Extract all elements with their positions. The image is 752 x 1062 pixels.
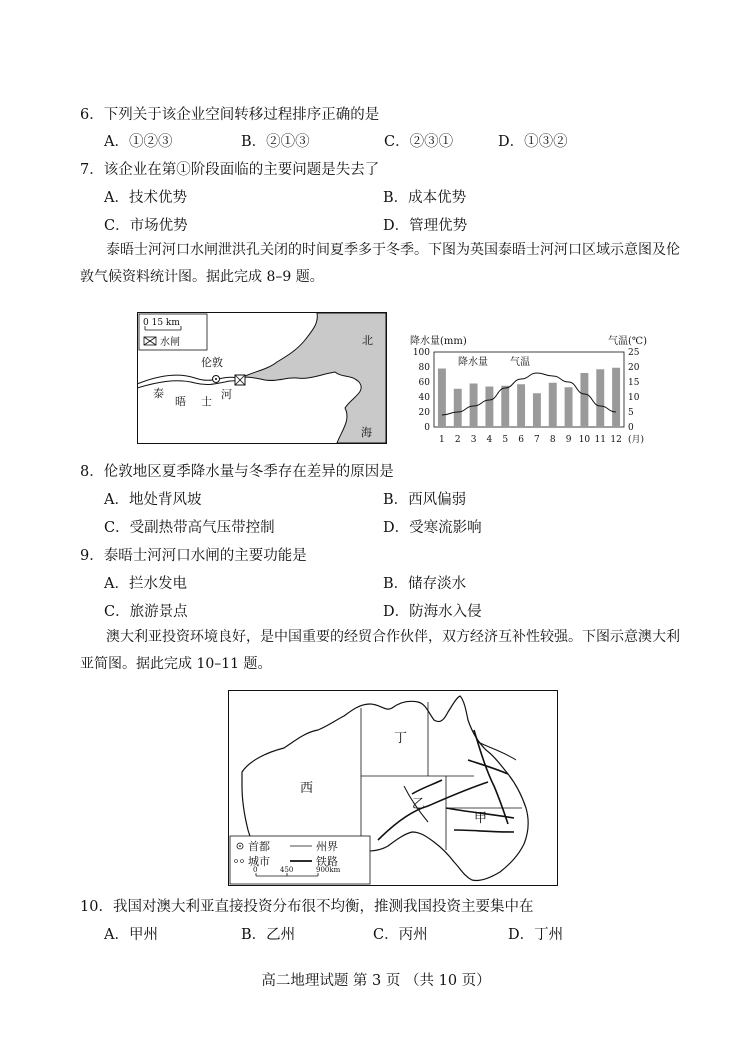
intro-10-11: 澳大利亚投资环境良好，是中国重要的经贸合作伙伴，双方经济互补性较强。下图示意澳大利亚简图。据此完成 10–11 题。 [80,629,680,672]
y-tick-left: 100 [412,348,430,358]
page-footer: 高二地理试题 第 3 页 （共 10 页） [261,973,491,989]
chart-ylabel-right: 气温(℃) [608,336,647,347]
precip-bar [549,383,557,427]
state-jia: 甲 [474,811,488,826]
x-tick: 12 [610,435,622,445]
q10-option-a: A．甲州 [104,927,158,943]
q7-option-c: C．市场优势 [104,218,188,234]
q9-option-c: C．旅游景点 [104,604,188,620]
q10-option-d: D．丁州 [508,927,564,943]
precip-bar [517,384,525,427]
y-tick-left: 60 [418,378,430,388]
x-tick: 6 [518,435,524,445]
chart-xlabel: (月) [628,435,645,445]
q9-option-d: D．防海水入侵 [383,604,482,620]
q7-option-a: A．技术优势 [104,190,187,206]
q6-option-c: C．②③① [384,134,454,150]
y-tick-left: 80 [418,363,430,373]
q8-option-b: B．西风偏弱 [383,492,467,508]
q6-option-d: D．①③② [498,134,568,150]
legend-capital: 首都 [248,840,270,853]
map1-legend-label: 水闸 [160,337,180,348]
precip-bar [454,389,462,427]
legend-state-border: 州界 [316,840,338,853]
q8-option-c: C．受副热带高气压带控制 [104,520,275,536]
y-tick-right: 25 [628,348,640,358]
x-tick: 7 [534,435,540,445]
q10-stem: 10．我国对澳大利亚直接投资分布很不均衡，推测我国投资主要集中在 [80,899,534,915]
precip-bar [485,387,493,428]
y-tick-right: 15 [628,378,640,388]
x-tick: 11 [594,435,606,445]
map1-river-char-3: 士 [201,395,212,408]
q9-option-a: A．拦水发电 [104,576,187,592]
intro-8-9: 泰晤士河河口水闸泄洪孔关闭的时间夏季多于冬季。下图为英国泰晤士河河口区域示意图及伦敦气候资料统计图。据此完成 8–9 题。 [80,242,680,285]
scale-450: 450 [280,866,294,874]
chart-legend-precip: 降水量 [458,357,488,368]
map1-city: 伦敦 [201,356,223,369]
chart-legend-temp: 气温 [510,357,530,368]
chart-ylabel-left: 降水量(mm) [410,336,467,347]
y-tick-left: 20 [418,408,430,418]
q7-stem: 7．该企业在第①阶段面临的主要问题是失去了 [80,162,380,178]
x-tick: 2 [454,435,461,445]
q10-option-b: B．乙州 [241,927,296,943]
q8-option-a: A．地处背风坡 [104,492,202,508]
y-tick-right: 5 [628,408,634,418]
x-tick: 1 [439,435,445,445]
scale-0: 0 [253,866,258,874]
map1-river-char-4: 河 [221,388,232,401]
scale-900: 900km [316,866,341,874]
city-legend-icon [235,860,238,863]
state-yi: 乙 [412,797,426,812]
map1-river-char-1: 泰 [153,387,164,400]
x-tick: 5 [502,435,509,445]
map1-river-char-2: 晤 [175,395,186,408]
q7-option-d: D．管理优势 [383,218,468,234]
y-tick-left: 0 [424,423,430,433]
precip-bar [501,386,509,427]
y-tick-left: 40 [418,393,430,403]
x-tick: 10 [578,435,591,445]
q10-option-c: C．丙州 [373,927,428,943]
q6-option-b: B．②①③ [241,134,310,150]
q6-stem: 6．下列关于该企业空间转移过程排序正确的是 [80,107,380,123]
y-tick-right: 10 [628,393,640,403]
london-climate-chart [402,332,652,450]
australia-map [228,690,558,886]
precip-bar [612,368,620,427]
x-tick: 3 [470,435,477,445]
precip-bar [565,387,573,427]
state-ding: 丁 [394,731,408,746]
y-tick-right: 0 [628,423,634,433]
y-tick-right: 20 [628,363,640,373]
precip-bar [580,373,588,427]
q8-stem: 8．伦敦地区夏季降水量与冬季存在差异的原因是 [80,464,394,480]
legend-railway: 铁路 [316,855,338,868]
map1-north: 北 [362,334,373,347]
q6-option-a: A．①②③ [104,134,173,150]
x-tick: 9 [565,435,572,445]
map1-scale: 0 15 km [143,318,180,328]
thames-estuary-map [137,312,387,444]
precip-bar [533,393,541,427]
map1-sea: 海 [361,426,372,439]
q9-stem: 9．泰晤士河河口水闸的主要功能是 [80,548,307,564]
q9-option-b: B．储存淡水 [383,576,467,592]
state-xi: 西 [300,781,314,796]
precip-bar [596,369,604,427]
x-tick: 8 [549,435,556,445]
precip-bar [438,369,446,428]
legend-city: 城市 [248,855,270,868]
q8-option-d: D．受寒流影响 [383,520,482,536]
x-tick: 4 [486,435,493,445]
q7-option-b: B．成本优势 [383,190,467,206]
